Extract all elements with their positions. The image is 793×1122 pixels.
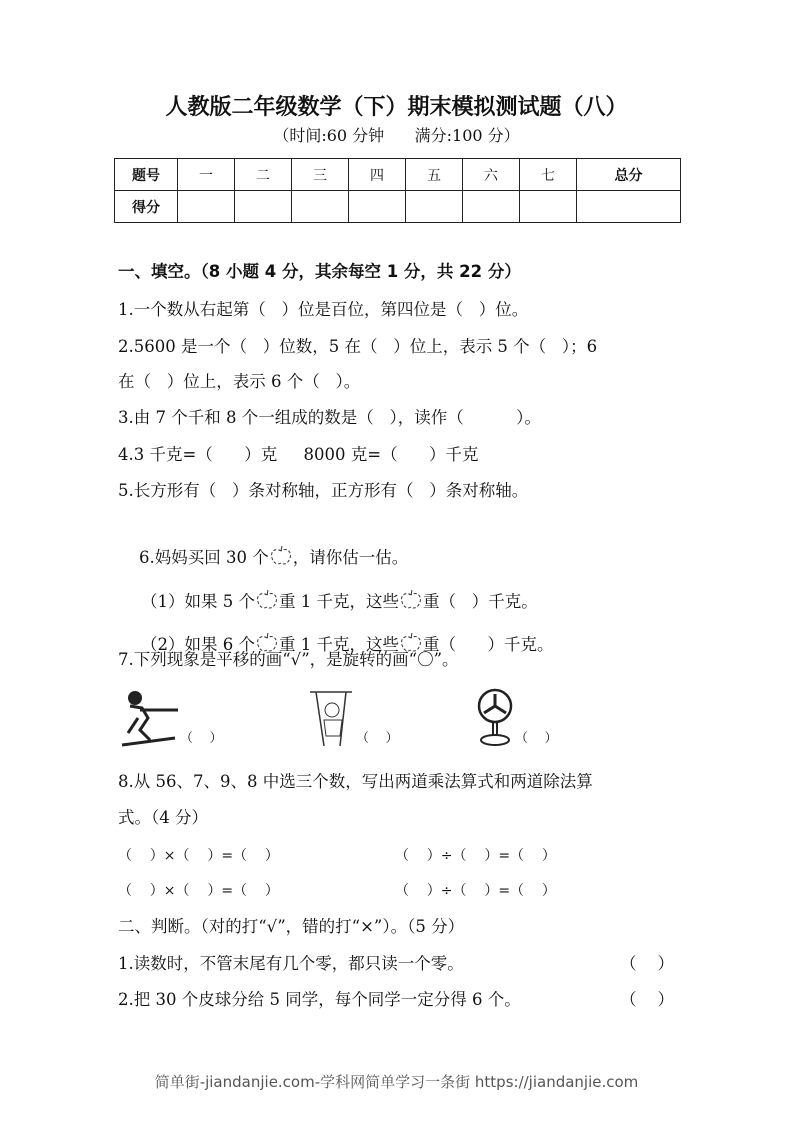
score-cell[interactable] — [292, 191, 349, 223]
table-cell: 二 — [235, 159, 292, 191]
judge-question-1: 1.读数时，不管末尾有几个零，都只读一个零。 — [118, 954, 464, 973]
division-blank-1[interactable]: （ ）÷（ ）=（ ） — [395, 848, 556, 864]
apple-icon — [255, 589, 279, 611]
swing-picture — [306, 688, 356, 748]
answer-blank[interactable]: （ ） — [515, 731, 558, 746]
table-cell: 五 — [406, 159, 463, 191]
multiplication-blank-2[interactable]: （ ）×（ ）=（ ） — [118, 883, 279, 899]
score-cell[interactable] — [235, 191, 292, 223]
table-cell: 七 — [520, 159, 577, 191]
question-5: 5.长方形有（ ）条对称轴，正方形有（ ）条对称轴。 — [118, 481, 529, 500]
text: 6.妈妈买回 30 个 — [138, 548, 269, 567]
table-cell: 一 — [178, 159, 235, 191]
question-7: 7.下列现象是平移的画“√”，是旋转的画“〇”。 — [118, 650, 459, 669]
table-header-row — [115, 159, 681, 191]
subtitle: （时间:60 分钟 满分:100 分） — [273, 126, 520, 145]
footer-watermark: 简单街-jiandanjie.com-学科网简单学习一条街 https://jiandanjie.com — [154, 1073, 639, 1091]
answer-blank[interactable]: （ ） — [620, 990, 674, 1009]
answer-blank[interactable]: （ ） — [180, 731, 223, 746]
text: 重（ ）千克。 — [422, 592, 538, 611]
score-cell[interactable] — [520, 191, 577, 223]
section2-heading: 二、判断。（对的打“√”，错的打“×”）。（5 分） — [118, 917, 465, 936]
question-2-line1: 2.5600 是一个（ ）位数，5 在（ ）位上，表示 5 个（ ）；6 — [118, 337, 598, 356]
text: 重 1 千克，这些 — [278, 635, 399, 654]
text: （2）如果 6 个 — [140, 635, 255, 654]
table-cell: 三 — [292, 159, 349, 191]
score-cell[interactable] — [178, 191, 235, 223]
score-table — [114, 158, 681, 223]
question-8-line1: 8.从 56、7、9、8 中选三个数，写出两道乘法算式和两道除法算 — [118, 772, 593, 791]
score-cell[interactable] — [463, 191, 520, 223]
text: （1）如果 5 个 — [140, 592, 255, 611]
electric-fan-picture — [474, 688, 516, 748]
text: ，请你估一估。 — [292, 548, 409, 567]
table-cell: 总分 — [577, 159, 681, 191]
question-3: 3.由 7 个千和 8 个一组成的数是（ ），读作（ ）。 — [118, 408, 541, 427]
answer-blank[interactable]: （ ） — [356, 731, 399, 746]
apple-icon — [269, 545, 293, 567]
skier-picture — [120, 688, 182, 748]
question-1: 1.一个数从右起第（ ）位是百位，第四位是（ ）位。 — [118, 300, 529, 319]
section1-heading: 一、填空。（8 小题 4 分，其余每空 1 分，共 22 分） — [118, 262, 521, 281]
apple-icon — [399, 589, 423, 611]
table-cell: 题号 — [115, 159, 178, 191]
page-title: 人教版二年级数学（下）期末模拟测试题（八） — [165, 95, 628, 120]
table-row — [115, 191, 681, 223]
text: 重（ ）千克。 — [422, 635, 554, 654]
table-cell: 六 — [463, 159, 520, 191]
judge-question-2: 2.把 30 个皮球分给 5 同学，每个同学一定分得 6 个。 — [118, 990, 521, 1009]
question-2-line2: 在（ ）位上，表示 6 个（ ）。 — [118, 372, 361, 391]
table-cell: 四 — [349, 159, 406, 191]
multiplication-blank-1[interactable]: （ ）×（ ）=（ ） — [118, 848, 279, 864]
score-cell[interactable] — [406, 191, 463, 223]
question-8-line2: 式。（4 分） — [118, 808, 208, 827]
question-4: 4.3 千克=（ ）克 8000 克=（ ）千克 — [118, 445, 479, 464]
score-cell[interactable] — [349, 191, 406, 223]
text: 重 1 千克，这些 — [278, 592, 399, 611]
division-blank-2[interactable]: （ ）÷（ ）=（ ） — [395, 883, 556, 899]
table-cell: 得分 — [115, 191, 178, 223]
answer-blank[interactable]: （ ） — [620, 954, 674, 973]
score-cell[interactable] — [577, 191, 681, 223]
